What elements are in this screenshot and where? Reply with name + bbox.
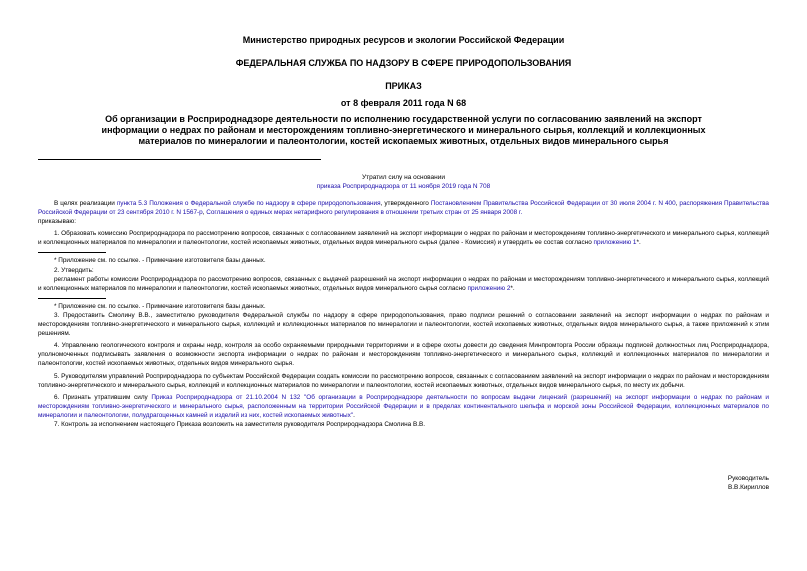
appendix-2-link[interactable]: приложению 2 [467, 284, 511, 292]
document-type: ПРИКАЗ [385, 81, 422, 91]
preamble-paragraph: В целях реализации пункта 5.3 Положения о Федеральной службе по надзору в сфере природопользования, утвержденного Постановлением Правительства Российской Федерации от 30 июля 2004 г. N 400, распоряжения Правительства Российской Федерации от 23 сентября 2010 г. N 1567-р, Соглашения о единых мерах нетарифного регулирования в отношении третьих стран от 25 января 2008 г. [38, 200, 769, 217]
government-order-link[interactable]: распоряжения Правительства Российской Федерации от 23 сентября 2010 г. N 1567-р [38, 200, 769, 217]
signature-position: Руководитель [727, 475, 769, 482]
appendix-1-link[interactable]: приложению 1 [593, 239, 637, 247]
regulation-clause-link[interactable]: пункта 5.3 Положения о Федеральной службе по надзору в сфере природопользования [116, 200, 381, 207]
status-note-link-row [0, 182, 807, 191]
paragraph-5: 5. Руководителям управлений Росприроднадзора по субъектам Российской Федерации создать комиссии по рассмотрению вопросов, связанных с согласованием заявлений на экспорт информации о недрах по районам и месторождениям топливно-энергетического и минерального сырья, коллекций и коллекционных материалов по минералогии и палеонтологии, костей ископаемых животных, отдельных видов минерального сырья, по месту их добычи. [38, 372, 769, 389]
header-divider [38, 159, 321, 160]
paragraph-2: регламент работы комиссии Росприроднадзора по рассмотрению вопросов, связанных с выдачей разрешений на экспорт информации о недрах по районам и месторождениям топливно-энергетического и минерального сырья, коллекций и коллекционных материалов по минералогии и палеонтологии, костей ископаемых животных, отдельных видов минерального сырья согласно приложению 2*. [38, 275, 769, 292]
paragraph-7: 7. Контроль за исполнением настоящего Приказа возложить на заместителя руководителя Росприроднадзора Смолина В.В. [54, 420, 426, 428]
ministry-name: Министерство природных ресурсов и экологии Российской Федерации [242, 35, 565, 45]
document-body [38, 199, 769, 429]
repeal-order-link[interactable]: приказа Росприроднадзора от 11 ноября 2019 года N 708 [316, 183, 491, 190]
document-title: Об организации в Росприроднадзоре деятельности по исполнению государственной услуги по согласованию заявлений на экспорт информации о недрах по районам и месторождениям топливно-энергетического и минерального сырья, коллекций и коллекционных материалов по минералогии и палеонтологии, костей ископаемых животных, отдельных видов минерального сырья [101, 114, 706, 146]
agreement-link[interactable]: Соглашения о единых мерах нетарифного регулирования в отношении третьих стран от 25 января 2008 г. [206, 209, 523, 217]
paragraph-2-heading: 2. Утвердить: [54, 266, 94, 274]
paragraph-6: 6. Признать утратившим силу Приказ Росприроднадзора от 21.10.2004 N 132 "Об организации в Росприроднадзоре деятельности по вопросам выдачи лицензий (разрешений) на экспорт информации о недрах по районам и месторождениям топливно-энергетического и минерального сырья, расположенным на территории Российской Федерации и в пределах континентального шельфа и морской зоны Российской Федерации, коллекционных материалов по минералогии и палеонтологии, полудрагоценных камней и изделий из них, костей ископаемых животных". [38, 393, 769, 419]
government-decree-link[interactable]: Постановлением Правительства Российской Федерации от 30 июля 2004 г. N 400 [430, 200, 676, 207]
service-name: ФЕДЕРАЛЬНАЯ СЛУЖБА ПО НАДЗОРУ В СФЕРЕ ПРИРОДОПОЛЬЗОВАНИЯ [235, 58, 572, 68]
ordered-label: приказываю: [38, 218, 76, 226]
status-note: Утратил силу на основании [361, 174, 446, 181]
footnote-divider [38, 252, 106, 253]
footnote-divider [38, 298, 106, 299]
document-date-number: от 8 февраля 2011 года N 68 [340, 98, 467, 108]
paragraph-4: 4. Управлению геологического контроля и охраны недр, контроля за особо охраняемыми природными территориями и в сфере охоты довести до сведения Минпромторга России образцы подписей должностных лиц Росприроднадзора, уполномоченных подписывать заявления о возможности экспорта информации о недрах по районам и месторождениям топливно-энергетического и минерального сырья, коллекций и коллекционных материалов по минералогии и палеонтологии, костей ископаемых животных, отдельных видов минерального сырья. [38, 342, 769, 368]
footnote-2: * Приложение см. по ссылке. - Примечание изготовителя базы данных. [54, 302, 266, 310]
signature-name: В.В.Кириллов [728, 484, 769, 491]
footnote-1: * Приложение см. по ссылке. - Примечание изготовителя базы данных. [54, 257, 266, 265]
paragraph-1: 1. Образовать комиссию Росприроднадзора по рассмотрению вопросов, связанных с согласованием заявлений на экспорт информации о недрах по районам и месторождениям топливно-энергетического и минерального сырья, коллекций и коллекционных материалов по минералогии и палеонтологии, костей ископаемых животных, отдельных видов минерального сырья (далее - Комиссия) и утвердить ее состав согласно приложению 1*. [38, 230, 769, 247]
paragraph-3: 3. Предоставить Смолину В.В., заместителю руководителя Федеральной службы по надзору в сфере природопользования, право подписи решений о согласовании заявлений на экспорт информации о недрах по районам и месторождениям топливно-энергетического и минерального сырья, коллекций и коллекционных материалов по минералогии и палеонтологии, костей ископаемых животных, отдельных видов минерального сырья, а также приложений к этим решениям. [38, 311, 769, 338]
repealed-order-link[interactable]: Приказ Росприроднадзора от 21.10.2004 N 132 "Об организации в Росприроднадзоре деятельности по вопросам выдачи лицензий (разрешений) на экспорт информации о недрах по районам и месторождениям топливно-энергетического и минерального сырья, расположенным на территории Российской Федерации и в пределах континентального шельфа и морской зоны Российской Федерации, коллекционных материалов по минералогии и палеонтологии, полудрагоценных камней и изделий из них, костей ископаемых животных" [38, 393, 769, 419]
